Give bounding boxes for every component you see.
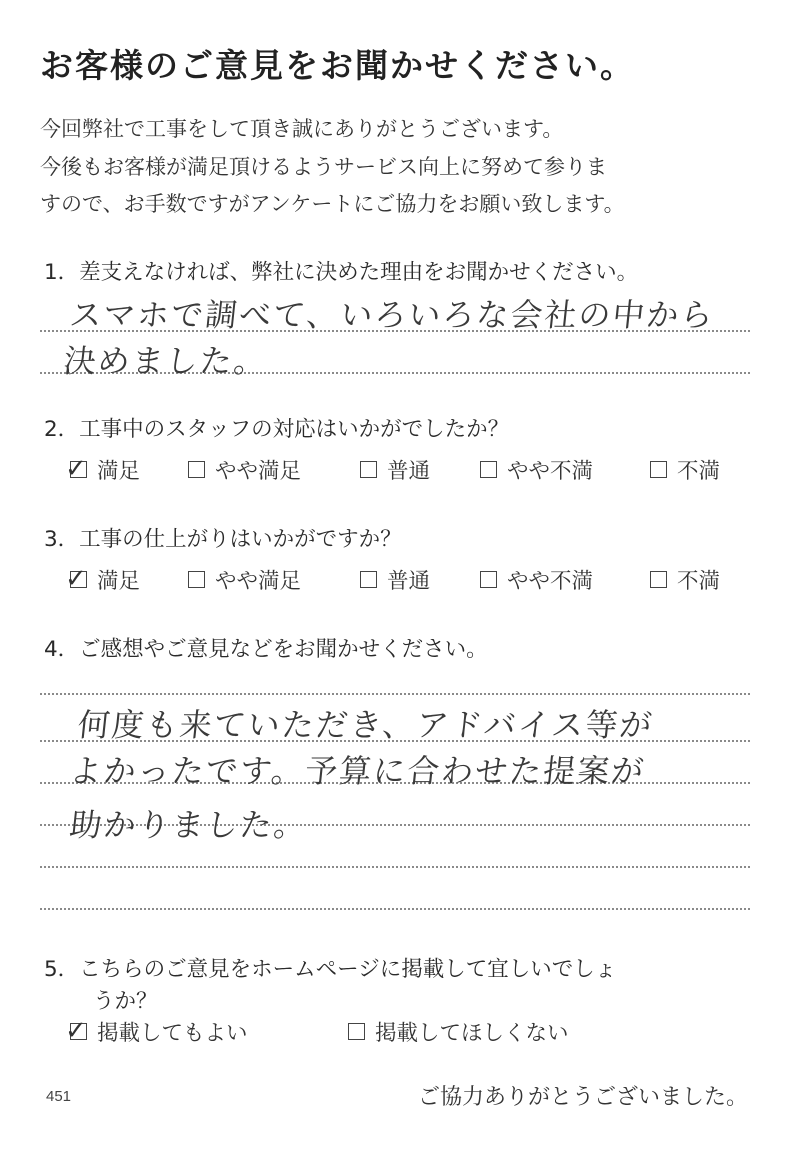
handwritten-answer-1-line-1: スマホで調べて、いろいろな会社の中から [67, 296, 717, 334]
option-label: やや満足 [215, 459, 302, 484]
checkbox[interactable] [360, 571, 377, 588]
checkbox[interactable] [348, 1023, 365, 1040]
handwritten-answer-4-line-2: よかったです。予算に合わせた提案が [67, 752, 648, 790]
answer-line [40, 908, 750, 910]
option-label: 掲載してほしくない [375, 1021, 569, 1046]
checkbox[interactable] [480, 571, 497, 588]
option-label: 満足 [97, 459, 141, 484]
checkbox[interactable] [480, 461, 497, 478]
checkbox[interactable] [360, 461, 377, 478]
question-5-line-2: うか？ [93, 989, 158, 1014]
option-label: 普通 [387, 459, 431, 484]
checkbox[interactable] [188, 461, 205, 478]
handwritten-answer-1-line-2: 決めました。 [61, 342, 270, 380]
question-4: 4．ご感想やご意見などをお聞かせください。 [44, 637, 488, 662]
question-2: 2．工事中のスタッフの対応はいかがでしたか？ [44, 417, 510, 442]
answer-line [40, 693, 750, 695]
checkbox[interactable] [65, 564, 87, 594]
checkbox[interactable] [650, 461, 667, 478]
intro-line-2: 今後もお客様が満足頂けるようサービス向上に努めて参りま [40, 155, 607, 179]
q3-option-somewhat-satisfied[interactable] [188, 564, 301, 595]
question-3: 3．工事の仕上がりはいかがですか？ [44, 527, 402, 552]
page-number: 451 [46, 1088, 72, 1105]
handwritten-answer-4-line-1: 何度も来ていただき、アドバイス等が [75, 706, 656, 744]
option-label: 掲載してもよい [97, 1021, 248, 1046]
option-label: 不満 [677, 569, 721, 594]
q3-option-dissatisfied[interactable] [650, 564, 720, 595]
q2-option-somewhat-dissatisfied[interactable] [480, 454, 593, 485]
q3-option-average[interactable] [360, 564, 430, 595]
q5-option-allow[interactable] [65, 1016, 248, 1047]
q2-option-average[interactable] [360, 454, 430, 485]
question-1: 1．差支えなければ、弊社に決めた理由をお聞かせください。 [44, 260, 639, 285]
closing-text: ご協力ありがとうございました。 [417, 1085, 748, 1110]
q2-option-satisfied[interactable] [65, 454, 141, 485]
checkbox[interactable] [65, 1016, 87, 1046]
option-label: 満足 [97, 569, 141, 594]
option-label: 普通 [387, 569, 431, 594]
q2-option-somewhat-satisfied[interactable] [188, 454, 301, 485]
q3-option-satisfied[interactable] [65, 564, 141, 595]
q3-option-somewhat-dissatisfied[interactable] [480, 564, 593, 595]
handwritten-answer-4-line-3: 助かりました。 [67, 806, 310, 844]
option-label: 不満 [677, 459, 721, 484]
checkbox[interactable] [65, 454, 87, 484]
check-mark-icon: ✓ [65, 564, 87, 594]
check-mark-icon: ✓ [65, 454, 87, 484]
q2-option-dissatisfied[interactable] [650, 454, 720, 485]
question-5-line-1: 5．こちらのご意見をホームページに掲載して宜しいでしょ [44, 957, 617, 982]
option-label: やや不満 [507, 569, 594, 594]
option-label: やや満足 [215, 569, 302, 594]
answer-line [40, 866, 750, 868]
checkbox[interactable] [188, 571, 205, 588]
q5-option-deny[interactable] [348, 1016, 569, 1047]
intro-line-1: 今回弊社で工事をして頂き誠にありがとうございます。 [40, 117, 564, 141]
page-title: お客様のご意見をお聞かせください。 [40, 46, 635, 85]
option-label: やや不満 [507, 459, 594, 484]
intro-line-3: すので、お手数ですがアンケートにご協力をお願い致します。 [40, 192, 625, 216]
check-mark-icon: ✓ [65, 1016, 87, 1046]
checkbox[interactable] [650, 571, 667, 588]
